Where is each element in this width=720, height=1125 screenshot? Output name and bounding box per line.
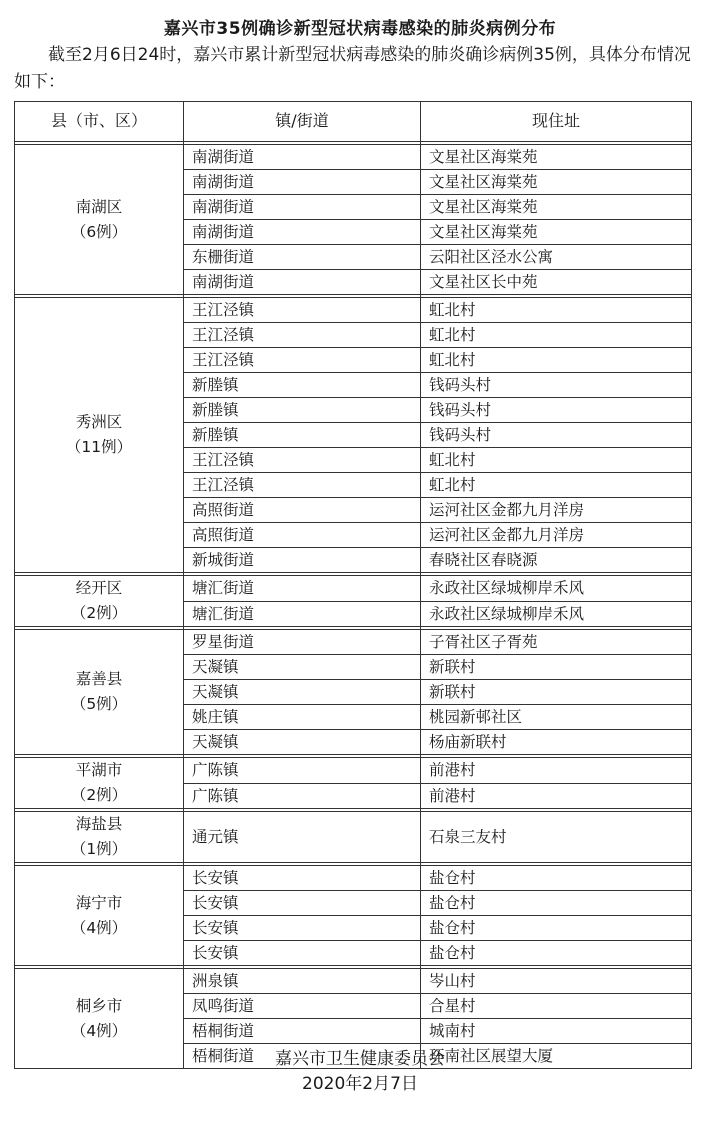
address-cell: 盐仓村 [421, 866, 692, 891]
town-cell: 王江泾镇 [184, 348, 421, 373]
town-cell: 王江泾镇 [184, 298, 421, 323]
address-cell: 前港村 [421, 758, 692, 784]
intro-paragraph: 截至2月6日24时，嘉兴市累计新型冠状病毒感染的肺炎确诊病例35例，具体分布情况如下： [14, 45, 691, 92]
county-name: 平湖市 [75, 761, 123, 779]
county-case-count: （4例） [70, 918, 128, 937]
case-distribution-table [14, 101, 692, 1069]
header-town: 镇/街道 [184, 102, 421, 142]
county-name: 经开区 [75, 579, 123, 597]
town-cell: 长安镇 [184, 916, 421, 941]
county-case-count: （2例） [70, 786, 128, 804]
county-name: 嘉善县 [75, 670, 123, 688]
town-cell: 梧桐街道 [184, 1044, 421, 1069]
table-row [15, 145, 692, 170]
town-cell: 新塍镇 [184, 373, 421, 398]
town-cell: 王江泾镇 [184, 448, 421, 473]
town-cell: 南湖街道 [184, 145, 421, 170]
town-cell: 塘汇街道 [184, 601, 421, 627]
town-cell: 王江泾镇 [184, 323, 421, 348]
table-row [15, 576, 692, 602]
town-cell: 高照街道 [184, 523, 421, 548]
issuer-name: 嘉兴市卫生健康委员会 [275, 1049, 445, 1069]
table-row [15, 298, 692, 323]
county-case-count: （6例） [70, 222, 128, 241]
county-case-count: （2例） [70, 604, 128, 622]
county-cell [15, 576, 184, 627]
address-cell: 环南社区展望大厦 [421, 1044, 692, 1069]
town-cell: 姚庄镇 [184, 705, 421, 730]
town-cell: 塘汇街道 [184, 576, 421, 602]
table-header-row [15, 102, 692, 142]
address-cell: 虹北村 [421, 448, 692, 473]
table-row [15, 758, 692, 784]
town-cell: 天凝镇 [184, 655, 421, 680]
county-cell [15, 758, 184, 809]
header-address: 现住址 [421, 102, 692, 142]
address-cell: 盐仓村 [421, 941, 692, 966]
address-cell: 钱码头村 [421, 398, 692, 423]
town-cell: 新城街道 [184, 548, 421, 573]
address-cell: 合星村 [421, 994, 692, 1019]
address-cell: 新联村 [421, 680, 692, 705]
county-cell [15, 145, 184, 295]
address-cell: 文星社区海棠苑 [421, 220, 692, 245]
address-cell: 子胥社区子胥苑 [421, 630, 692, 655]
town-cell: 天凝镇 [184, 730, 421, 755]
address-cell: 城南村 [421, 1019, 692, 1044]
issue-date: 2020年2月7日 [302, 1074, 418, 1094]
header-county: 县（市、区） [15, 102, 184, 142]
address-cell: 文星社区长中苑 [421, 270, 692, 295]
table-row [15, 969, 692, 994]
county-name: 南湖区 [75, 197, 123, 216]
county-name: 海盐县 [75, 815, 123, 833]
document-title: 嘉兴市35例确诊新型冠状病毒感染的肺炎病例分布 [163, 19, 557, 39]
address-cell: 运河社区金都九月洋房 [421, 498, 692, 523]
town-cell: 南湖街道 [184, 270, 421, 295]
county-case-count: （5例） [70, 695, 128, 713]
address-cell: 岑山村 [421, 969, 692, 994]
town-cell: 广陈镇 [184, 758, 421, 784]
address-cell: 运河社区金都九月洋房 [421, 523, 692, 548]
table-row [15, 866, 692, 891]
address-cell: 钱码头村 [421, 373, 692, 398]
address-cell: 新联村 [421, 655, 692, 680]
county-name: 海宁市 [75, 893, 123, 912]
county-cell [15, 630, 184, 755]
address-cell: 春晓社区春晓源 [421, 548, 692, 573]
town-cell: 高照街道 [184, 498, 421, 523]
town-cell: 南湖街道 [184, 220, 421, 245]
county-cell [15, 866, 184, 966]
county-case-count: （1例） [70, 840, 128, 858]
address-cell: 石泉三友村 [421, 812, 692, 863]
town-cell: 长安镇 [184, 866, 421, 891]
address-cell: 文星社区海棠苑 [421, 195, 692, 220]
town-cell: 长安镇 [184, 941, 421, 966]
town-cell: 长安镇 [184, 891, 421, 916]
address-cell: 钱码头村 [421, 423, 692, 448]
address-cell: 前港村 [421, 783, 692, 809]
table-body [15, 142, 692, 1069]
town-cell: 广陈镇 [184, 783, 421, 809]
address-cell: 虹北村 [421, 323, 692, 348]
address-cell: 虹北村 [421, 348, 692, 373]
town-cell: 东栅街道 [184, 245, 421, 270]
county-cell [15, 812, 184, 863]
table-row [15, 812, 692, 863]
town-cell: 通元镇 [184, 812, 421, 863]
address-cell: 盐仓村 [421, 891, 692, 916]
town-cell: 南湖街道 [184, 170, 421, 195]
town-cell: 王江泾镇 [184, 473, 421, 498]
address-cell: 桃园新邨社区 [421, 705, 692, 730]
town-cell: 洲泉镇 [184, 969, 421, 994]
town-cell: 新塍镇 [184, 423, 421, 448]
address-cell: 文星社区海棠苑 [421, 170, 692, 195]
address-cell: 虹北村 [421, 473, 692, 498]
county-cell [15, 298, 184, 573]
town-cell: 梧桐街道 [184, 1019, 421, 1044]
county-name: 桐乡市 [75, 996, 123, 1015]
county-case-count: （11例） [65, 438, 133, 456]
town-cell: 罗星街道 [184, 630, 421, 655]
town-cell: 新塍镇 [184, 398, 421, 423]
address-cell: 云阳社区泾水公寓 [421, 245, 692, 270]
table-row [15, 630, 692, 655]
county-name: 秀洲区 [75, 413, 123, 431]
address-cell: 文星社区海棠苑 [421, 145, 692, 170]
address-cell: 永政社区绿城柳岸禾风 [421, 601, 692, 627]
town-cell: 天凝镇 [184, 680, 421, 705]
address-cell: 虹北村 [421, 298, 692, 323]
address-cell: 盐仓村 [421, 916, 692, 941]
address-cell: 杨庙新联村 [421, 730, 692, 755]
town-cell: 南湖街道 [184, 195, 421, 220]
address-cell: 永政社区绿城柳岸禾风 [421, 576, 692, 602]
county-case-count: （4例） [70, 1021, 128, 1040]
town-cell: 凤鸣街道 [184, 994, 421, 1019]
